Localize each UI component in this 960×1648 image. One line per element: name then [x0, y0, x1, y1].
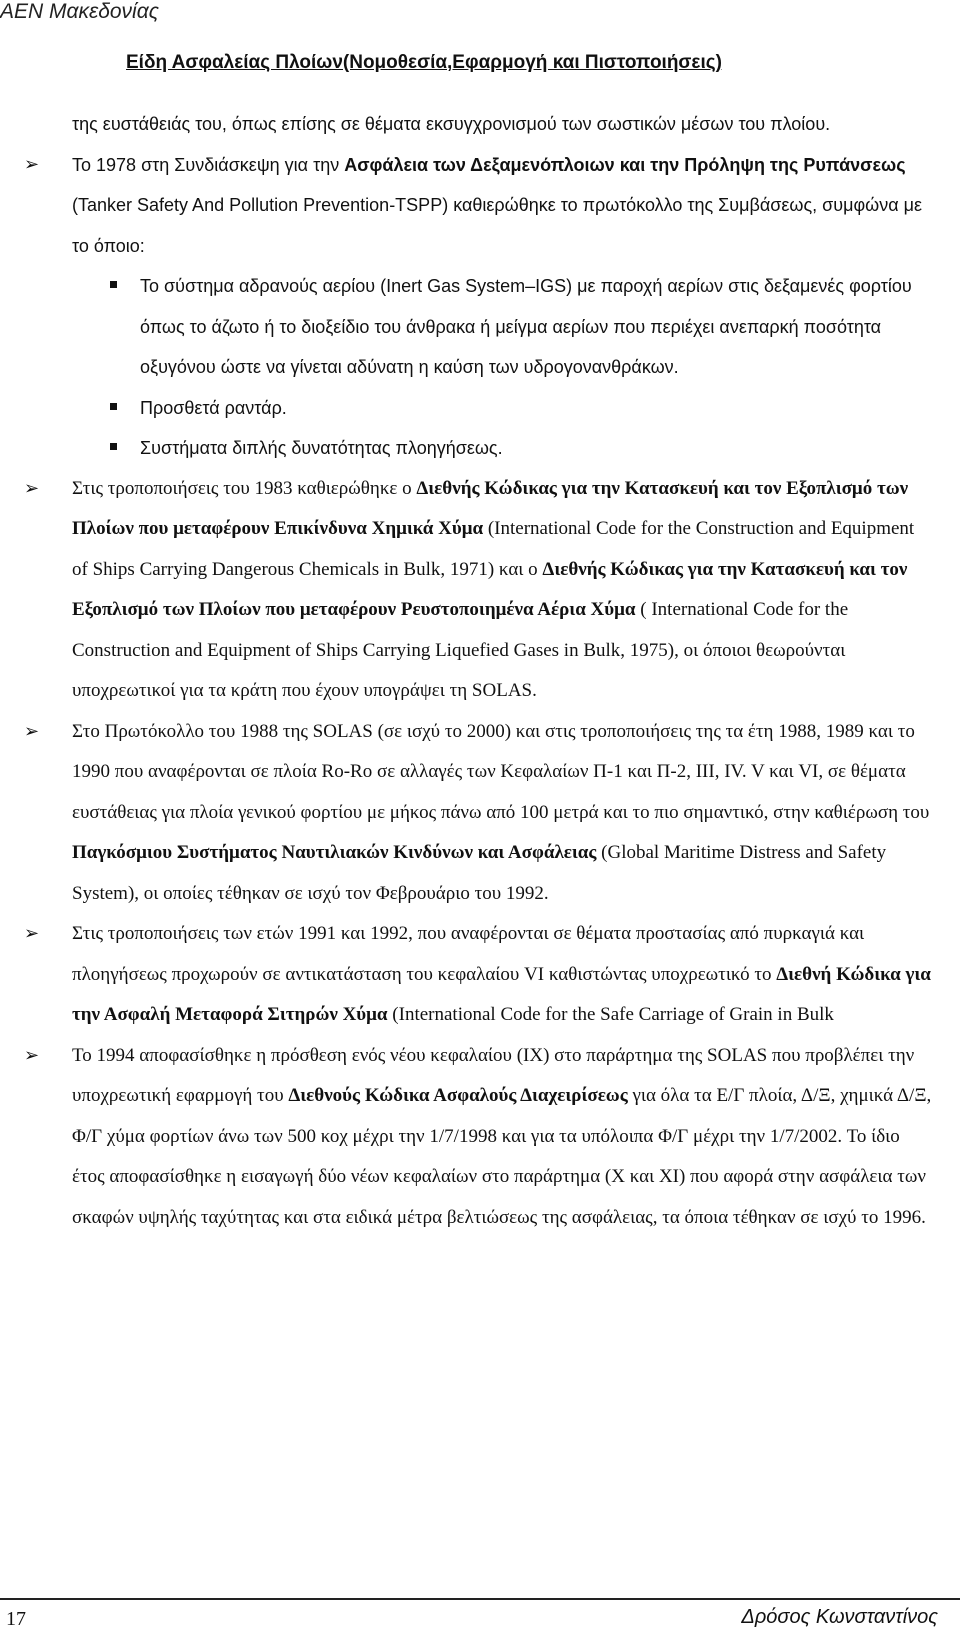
- list-item-text: Το 1978 στη Συνδιάσκεψη για την Ασφάλεια των Δεξαμενόπλοιων και την Πρόληψη της Ρυπάνσεως (Tanker Safety And Pollution Prevention-TSPP) καθιερώθηκε το πρωτόκολλο της Συμβάσεως, συμφώνα με το όποιο:: [72, 154, 922, 256]
- square-bullet-icon: [110, 443, 117, 450]
- arrow-bullet-icon: ➢: [24, 923, 40, 944]
- document-body: [24, 104, 932, 1238]
- list-item-1983: [24, 469, 932, 712]
- square-bullet-icon: [110, 281, 117, 288]
- intro-paragraph: της ευστάθειάς του, όπως επίσης σε θέματα εκσυγχρονισμού των σωστικών μέσων του πλοίου.: [72, 114, 831, 134]
- list-item-text: Στις τροποποιήσεις των ετών 1991 και 1992, που αναφέρονται σε θέματα προστασίας από πυρκαγιά και πλοηγήσεως προχωρούν σε αντικατάσταση του κεφαλαίου VI καθιστώντας υποχρεωτικό το Διεθνή Κώδικα για την Ασφαλή Μεταφορά Σιτηρών Χύμα (International Code for the Safe Carriage of Grain in Bulk: [72, 923, 931, 1025]
- list-item-text: Το 1994 αποφασίσθηκε η πρόσθεση ενός νέου κεφαλαίου (IX) στο παράρτημα της SOLAS που προβλέπει την υποχρεωτική εφαρμογή του Διεθνούς Κώδικα Ασφαλούς Διαχειρίσεως για όλα τα Ε/Γ πλοία, Δ/Ξ, χημικά Δ/Ξ, Φ/Γ χύμα φορτίων άνω των 500 κοχ μέχρι την 1/7/1998 και για τα υπόλοιπα Φ/Γ μέχρι την 1/7/2002. Το ίδιο έτος αποφασίσθηκε η εισαγωγή δύο νέων κεφαλαίων στο παράρτημα (Χ και ΧΙ) που αφορά στην ασφάλεια των σκαφών υψηλής ταχύτητας και στα ειδικά μέτρα βελτιώσεως της ασφάλειας, τα όποια τέθηκαν σε ισχύ το 1996.: [72, 1044, 932, 1228]
- header-org: ΑΕΝ Μακεδονίας: [0, 0, 159, 23]
- sublist-item: Το σύστημα αδρανούς αερίου (Inert Gas System–IGS) με παροχή αερίων στις δεξαμενές φορτίου όπως το άζωτο ή το διοξείδιο του άνθρακα ή μείγμα αερίων που περιέχει ανεπαρκή ποσότητα οξυγόνου ώστε να γίνεται αδύνατη η καύση των υδρογονανθράκων.: [72, 266, 932, 388]
- document-title: Είδη Ασφαλείας Πλοίων(Νομοθεσία,Εφαρμογή και Πιστοποιήσεις): [126, 52, 722, 73]
- arrow-bullet-icon: ➢: [24, 720, 40, 742]
- arrow-bullet-icon: ➢: [24, 1044, 40, 1066]
- list-item-1991: [24, 914, 932, 1036]
- list-item-1988: [24, 712, 932, 915]
- list-item-1994: [24, 1036, 932, 1239]
- sublist-item: Προσθετά ραντάρ.: [72, 388, 932, 429]
- page-number: 17: [6, 1608, 26, 1630]
- list-item-text: Στο Πρωτόκολλο του 1988 της SOLAS (σε ισχύ το 2000) και στις τροποποιήσεις της τα έτη 1988, 1989 και το 1990 που αναφέρονται σε πλοία Ro-Ro σε αλλαγές των Κεφαλαίων Π-1 και Π-2, III, IV. V και VI, σε θέματα ευστάθειας για πλοία γενικού φορτίου με μήκος πάνω από 100 μετρά και το πιο σημαντικό, στην καθιέρωση του Παγκόσμιου Συστήματος Ναυτιλιακών Κινδύνων και Ασφάλειας (Global Maritime Distress and Safety System), οι οποίες τέθηκαν σε ισχύ τον Φεβρουάριο του 1992.: [72, 720, 930, 904]
- square-bullet-icon: [110, 403, 117, 410]
- footer-divider: [0, 1598, 960, 1600]
- arrow-bullet-icon: ➢: [24, 477, 40, 499]
- arrow-bullet-icon: ➢: [24, 153, 40, 175]
- sublist-item: Συστήματα διπλής δυνατότητας πλοηγήσεως.: [72, 428, 932, 469]
- list-item-1978: [24, 145, 932, 469]
- sublist: [72, 266, 932, 469]
- list-item-text: Στις τροποποιήσεις του 1983 καθιερώθηκε ο Διεθνής Κώδικας για την Κατασκευή και τον Εξοπλισμό των Πλοίων που μεταφέρουν Επικίνδυνα Χημικά Χύμα (International Code for the Construction and Equipment of Ships Carrying Dangerous Chemicals in Bulk, 1971) και ο Διεθνής Κώδικας για την Κατασκευή και τον Εξοπλισμό των Πλοίων που μεταφέρουν Ρευστοποιημένα Αέρια Χύμα ( International Code for the Construction and Equipment of Ships Carrying Liquefied Gases in Bulk, 1975), οι όποιοι θεωρούνται υποχρεωτικοί για τα κράτη που έχουν υπογράψει τη SOLAS.: [72, 477, 915, 701]
- footer-author: Δρόσος Κωνσταντίνος: [741, 1606, 938, 1628]
